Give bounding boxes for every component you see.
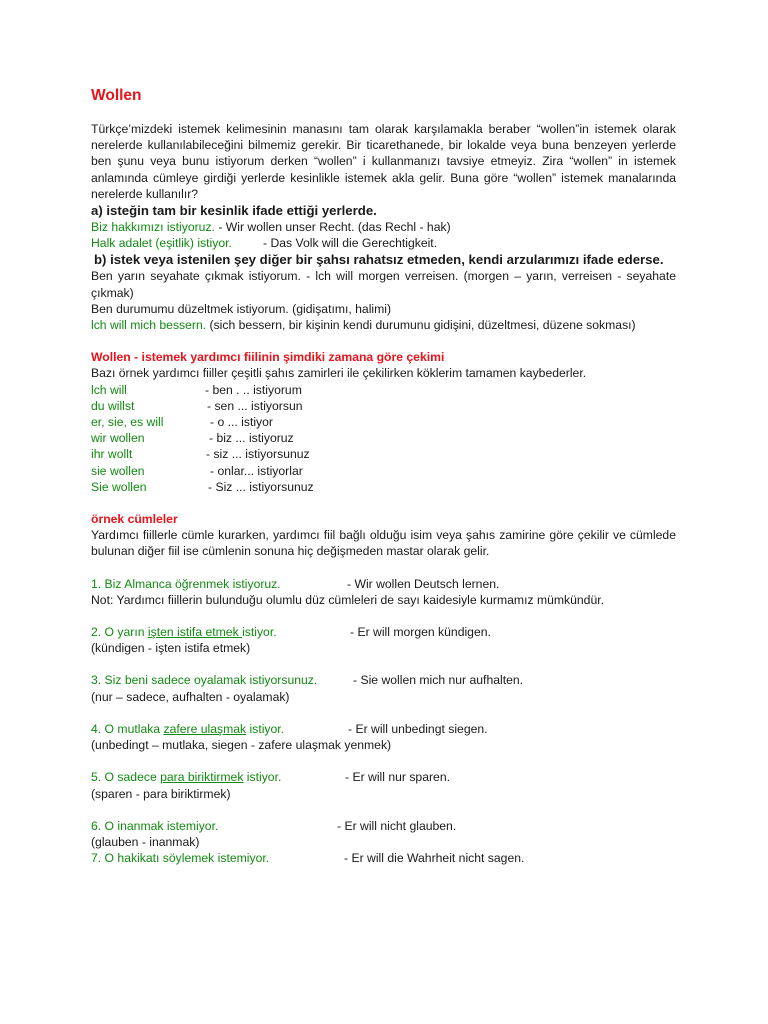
example-sentence-5 (91, 769, 676, 785)
section-b-example-1: Ben yarın seyahate çıkmak istiyorum. - lch will morgen verreisen. (morgen – yarın, verreisen - seyahate çıkmak) (91, 269, 676, 300)
turkish-meaning: - o ... istiyor (210, 415, 273, 430)
example-turkish: Biz hakkımızı istiyoruz. (91, 220, 215, 235)
section-b-example-3 (91, 317, 676, 333)
conjugation-row (91, 382, 676, 398)
german-form: lch will (91, 382, 127, 397)
sentence-turkish: 7. O hakikatı söylemek istemiyor. (91, 851, 270, 866)
conjugation-row (91, 430, 676, 446)
conjugation-table (91, 382, 676, 495)
conjugation-row (91, 446, 676, 462)
conjugation-row (91, 414, 676, 430)
example-sentence-2 (91, 624, 676, 640)
german-form: er, sie, es will (91, 415, 164, 430)
example-note-1: Not: Yardımcı fiillerin bulunduğu olumlu düz cümleleri de sayı kaidesiyle kurmamız mümkündür. (91, 592, 604, 607)
sentence-turkish: 1. Biz Almanca öğrenmek istiyoruz. (91, 576, 281, 591)
sentence-german: - Er will unbedingt siegen. (348, 721, 488, 736)
document-title: Wollen (91, 87, 142, 104)
example-german: - Wir wollen unser Recht. (das Rechl - hak) (214, 220, 451, 235)
german-form: ihr wollt (91, 447, 133, 462)
german-form: du willst (91, 398, 135, 413)
example-explanation: (sich bessern, bir kişinin kendi durumunu gidişini, düzeltmesi, düzene sokması) (206, 318, 636, 333)
sentence-turkish: 5. O sadece para biriktirmek istiyor. (91, 770, 282, 785)
example-note-2: (kündigen - işten istifa etmek) (91, 641, 251, 656)
examples-heading: örnek cümleler (91, 512, 178, 527)
german-form: sie wollen (91, 463, 145, 478)
conjugation-heading: Wollen - istemek yardımcı fiilinin şimdiki zamana göre çekimi (91, 350, 445, 365)
conjugation-row (91, 479, 676, 495)
section-a-heading: a) isteğin tam bir kesinlik ifade ettiği yerlerde. (91, 203, 377, 219)
turkish-meaning: - biz ... istiyoruz (209, 431, 294, 446)
example-sentence-3 (91, 672, 676, 688)
sentence-german: - Wir wollen Deutsch lernen. (347, 576, 500, 591)
sentence-german: - Er will nicht glauben. (337, 818, 457, 833)
sentence-turkish: 3. Siz beni sadece oyalamak istiyorsunuz. (91, 673, 318, 688)
intro-paragraph: Türkçe’mizdeki istemek kelimesinin manasını tam olarak karşılamakla beraber “wollen”in istemek olarak nerelerde kullanılabileceğini bilmemiz gerekir. Bir ticarethanede, bir lokalde veya buna benzeyen yerlerde ben şunu veya bunu istiyorum derken “wollen” i kullanmanızı tavsiye etmeyiz. Zira “wollen” in istemek anlamında cümleye girdiği yerlerde kesinlikle istemek akla gelir. Buna göre “wollen” istemek manalarında nerelerde kullanılır? (91, 122, 676, 201)
document-page (91, 86, 676, 866)
sentence-german: - Er will die Wahrheit nicht sagen. (344, 851, 525, 866)
conjugation-intro: Bazı örnek yardımcı fiiller çeşitli şahıs zamirleri ile çekilirken köklerim tamamen kaybederler. (91, 366, 587, 381)
sentence-german: - Er will morgen kündigen. (350, 625, 491, 640)
examples-intro: Yardımcı fiillerle cümle kurarken, yardımcı fiil bağlı olduğu isim veya şahıs zamirine göre çekilir ve cümlede bulunan diğer fiil ise cümlenin sonuna hiç değişmeden mastar olarak gelir. (91, 528, 676, 559)
conjugation-row (91, 398, 676, 414)
conjugation-row (91, 463, 676, 479)
section-a-example-1 (91, 219, 676, 235)
example-note-4: (unbedingt – mutlaka, siegen - zafere ulaşmak yenmek) (91, 738, 392, 753)
example-sentence-7 (91, 850, 676, 866)
turkish-meaning: - Siz ... istiyorsunuz (208, 479, 314, 494)
turkish-meaning: - ben . .. istiyorum (205, 382, 302, 397)
sentence-turkish: 2. O yarın işten istifa etmek istiyor. (91, 625, 277, 640)
example-turkish: Halk adalet (eşitlik) istiyor. (91, 236, 232, 251)
turkish-meaning: - onlar... istiyorlar (210, 463, 303, 478)
example-note-5: (sparen - para biriktirmek) (91, 786, 231, 801)
example-sentence-6 (91, 818, 676, 834)
turkish-meaning: - sen ... istiyorsun (207, 398, 303, 413)
section-b-example-2: Ben durumumu düzeltmek istiyorum. (gidişatımı, halimi) (91, 301, 392, 316)
sentence-german: - Sie wollen mich nur aufhalten. (353, 673, 524, 688)
example-note-6: (glauben - inanmak) (91, 834, 200, 849)
example-sentence-4 (91, 721, 676, 737)
turkish-meaning: - siz ... istiyorsunuz (206, 447, 310, 462)
example-german: lch will mich bessern. (91, 318, 207, 333)
example-sentence-1 (91, 576, 676, 592)
german-form: Sie wollen (91, 479, 147, 494)
sentence-turkish: 4. O mutlaka zafere ulaşmak istiyor. (91, 721, 285, 736)
example-german: - Das Volk will die Gerechtigkeit. (263, 236, 438, 251)
section-b-heading: b) istek veya istenilen şey diğer bir şahsı rahatsız etmeden, kendi arzularımızı ifade ederse. (94, 252, 664, 268)
sentence-turkish: 6. O inanmak istemiyor. (91, 818, 219, 833)
example-note-3: (nur – sadece, aufhalten - oyalamak) (91, 689, 290, 704)
section-a-example-2 (91, 235, 676, 251)
sentence-german: - Er will nur sparen. (345, 770, 450, 785)
german-form: wir wollen (91, 431, 145, 446)
